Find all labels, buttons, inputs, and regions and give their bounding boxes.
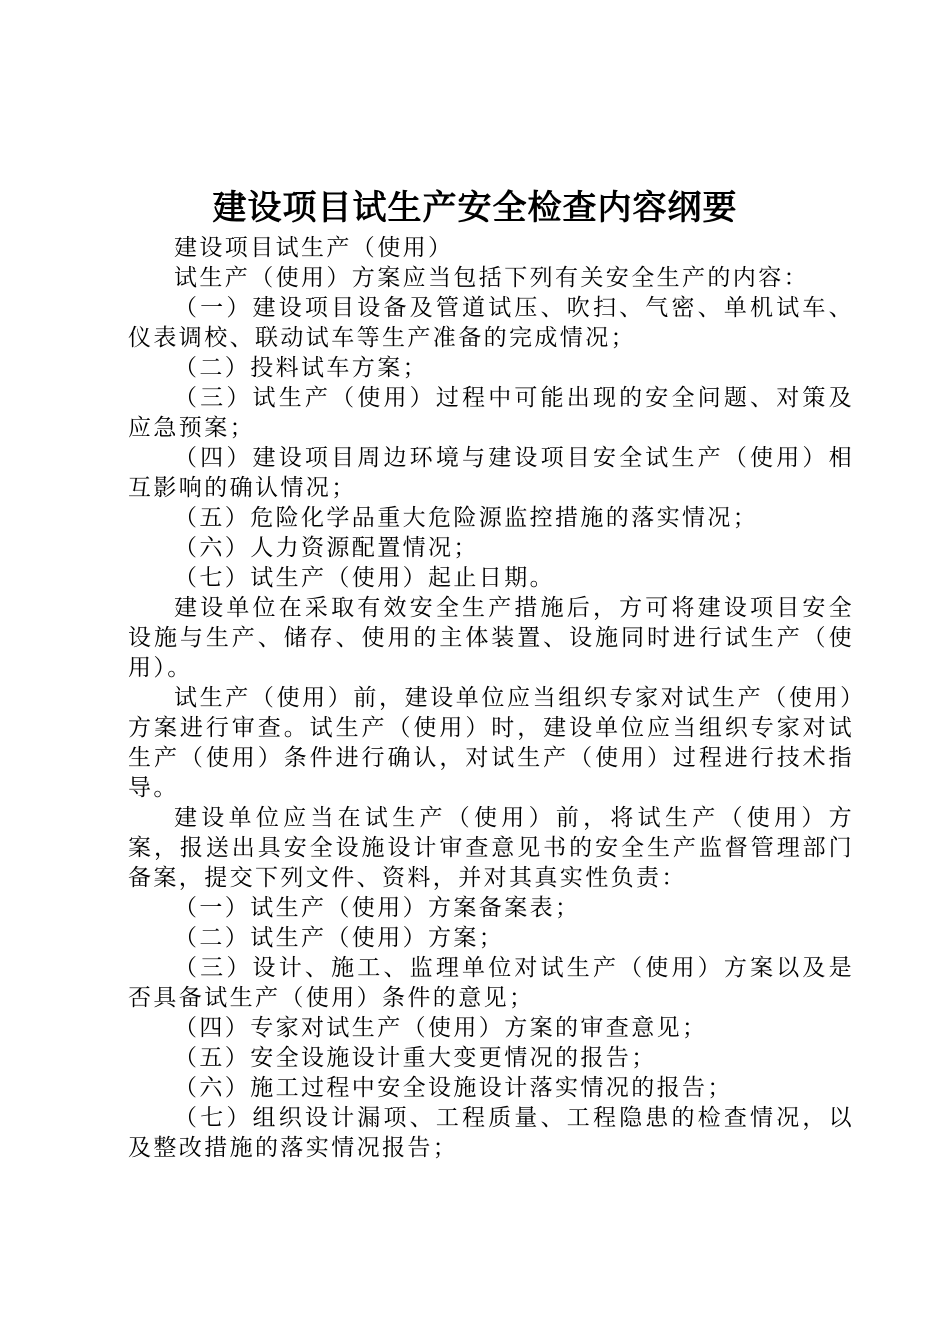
document-title: 建设项目试生产安全检查内容纲要	[212, 188, 738, 228]
paragraph: （四）专家对试生产（使用）方案的审查意见；	[174, 1015, 708, 1041]
paragraph: （二）试生产（使用）方案；	[174, 925, 505, 951]
document-body	[128, 233, 854, 1163]
paragraph: （七）组织设计漏项、工程质量、工程隐患的检查情况，以及整改措施的落实情况报告；	[128, 1105, 854, 1161]
paragraph: （五）危险化学品重大危险源监控措施的落实情况；	[174, 505, 759, 531]
paragraph: （一）建设项目设备及管道试压、吹扫、气密、单机试车、仪表调校、联动试车等生产准备的完成情况；	[128, 295, 854, 351]
paragraph: （二）投料试车方案；	[174, 355, 428, 381]
paragraph: （七）试生产（使用）起止日期。	[174, 565, 555, 591]
paragraph: （一）试生产（使用）方案备案表；	[174, 895, 581, 921]
paragraph: （六）人力资源配置情况；	[174, 535, 479, 561]
paragraph: （三）设计、施工、监理单位对试生产（使用）方案以及是否具备试生产（使用）条件的意见；	[128, 955, 854, 1011]
paragraph: 建设单位在采取有效安全生产措施后，方可将建设项目安全设施与生产、储存、使用的主体装置、设施同时进行试生产（使用）。	[128, 595, 854, 681]
paragraph: 建设项目试生产（使用）	[174, 235, 454, 261]
paragraph: （六）施工过程中安全设施设计落实情况的报告；	[174, 1075, 733, 1101]
paragraph: （五）安全设施设计重大变更情况的报告；	[174, 1045, 657, 1071]
paragraph: 试生产（使用）方案应当包括下列有关安全生产的内容：	[174, 265, 809, 291]
paragraph: 建设单位应当在试生产（使用）前，将试生产（使用）方案，报送出具安全设施设计审查意见书的安全生产监督管理部门备案，提交下列文件、资料，并对其真实性负责：	[128, 805, 854, 891]
paragraph: 试生产（使用）前，建设单位应当组织专家对试生产（使用）方案进行审查。试生产（使用）时，建设单位应当组织专家对试生产（使用）条件进行确认，对试生产（使用）过程进行技术指导。	[128, 685, 854, 801]
paragraph: （三）试生产（使用）过程中可能出现的安全问题、对策及应急预案；	[128, 385, 854, 441]
paragraph: （四）建设项目周边环境与建设项目安全试生产（使用）相互影响的确认情况；	[128, 445, 854, 501]
